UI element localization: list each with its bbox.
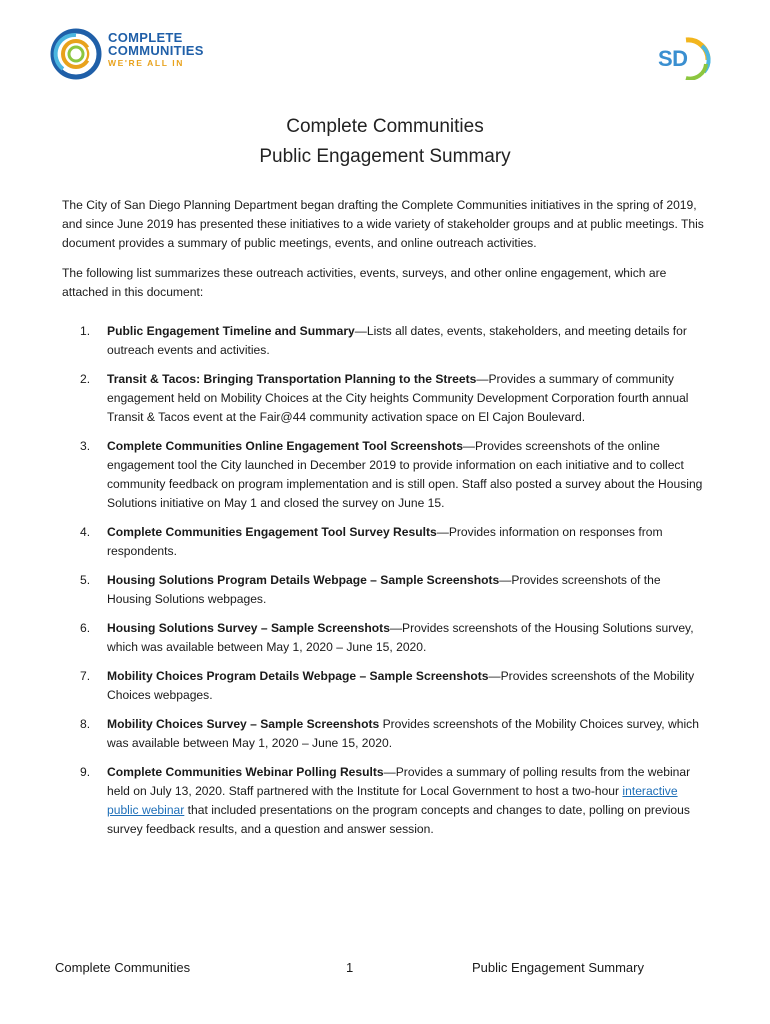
footer-right: Public Engagement Summary bbox=[472, 960, 644, 975]
list-intro-paragraph: The following list summarizes these outreach activities, events, surveys, and other online engagement, which are attached in this document: bbox=[62, 266, 667, 299]
complete-communities-logo bbox=[50, 24, 220, 84]
list-item-number: 1. bbox=[80, 324, 91, 338]
intro-paragraph: The City of San Diego Planning Department began drafting the Complete Communities initiatives in the spring of 2019, and since June 2019 has presented these initiatives to a wide variety of stakeholder groups and at public meetings. This document provides a summary of public meetings, events, and online outreach activities. bbox=[62, 198, 704, 250]
list-item-number: 3. bbox=[80, 439, 91, 453]
logo-line-1: COMPLETE bbox=[108, 30, 183, 45]
list-item bbox=[80, 322, 708, 360]
list-item-text: —Provides a summary of community engagement held on Mobility Choices at the City heights Community Development Corporation fourth annual Transit & Tacos event at the Fair@44 community activation space on El Cajon Boulevard. bbox=[107, 372, 689, 424]
list-item-label: Mobility Choices Program Details Webpage – Sample Screenshots bbox=[107, 669, 489, 683]
footer-page-number: 1 bbox=[346, 960, 354, 975]
footer-left: Complete Communities bbox=[55, 960, 191, 975]
attachments-list bbox=[80, 322, 708, 849]
list-item-number: 7. bbox=[80, 669, 91, 683]
list-item bbox=[80, 715, 708, 753]
list-item-label: Complete Communities Online Engagement Tool Screenshots bbox=[107, 439, 463, 453]
complete-communities-logo-icon bbox=[50, 24, 106, 84]
list-item bbox=[80, 437, 708, 513]
list-item bbox=[80, 571, 708, 609]
logo-line-2: COMMUNITIES bbox=[108, 43, 204, 58]
list-item-number: 8. bbox=[80, 717, 91, 731]
list-item-number: 9. bbox=[80, 765, 91, 779]
list-item-label: Complete Communities Engagement Tool Survey Results bbox=[107, 525, 437, 539]
title-line-2: Public Engagement Summary bbox=[259, 146, 511, 167]
sd-logo-text: SD bbox=[658, 46, 688, 71]
list-item-text: —Provides screenshots of the Mobility Choices webpages. bbox=[107, 669, 695, 702]
list-item-label: Public Engagement Timeline and Summary bbox=[107, 324, 355, 338]
list-item bbox=[80, 619, 708, 657]
list-item-text-before: —Provides a summary of polling results from the webinar held on July 13, 2020. Staff partnered with the Institute for Local Government to host a two-hour bbox=[107, 765, 691, 798]
list-item-number: 4. bbox=[80, 525, 91, 539]
list-item-label: Housing Solutions Survey – Sample Screenshots bbox=[107, 621, 390, 635]
list-item-text: —Provides screenshots of the Housing Solutions webpages. bbox=[107, 573, 661, 606]
list-item-text-after: that included presentations on the program concepts and changes to date, polling on previous survey feedback results, and a question and answer session. bbox=[107, 803, 690, 836]
list-item bbox=[80, 523, 708, 561]
title-line-1: Complete Communities bbox=[286, 116, 484, 137]
list-item-text: —Provides screenshots of the online engagement tool the City launched in December 2019 to provide information on each initiative and to collect community feedback on program implementation and is still open. Staff also posted a survey about the Housing Solutions initiative on May 1 and closed the survey on June 15. bbox=[107, 439, 703, 510]
list-item-label: Transit & Tacos: Bringing Transportation Planning to the Streets bbox=[107, 372, 477, 386]
interactive-webinar-link[interactable]: interactive public webinar bbox=[107, 784, 678, 817]
list-item-text: —Provides screenshots of the Housing Solutions survey, which was available between May 1, 2020 – June 15, 2020. bbox=[107, 621, 694, 654]
list-item bbox=[80, 763, 708, 839]
logo-tagline: WE'RE ALL IN bbox=[108, 58, 184, 68]
list-item-number: 6. bbox=[80, 621, 91, 635]
list-item-text: —Lists all dates, events, stakeholders, and meeting details for outreach events and activities. bbox=[107, 324, 687, 357]
document-title bbox=[0, 112, 770, 172]
list-item-text: —Provides information on responses from respondents. bbox=[107, 525, 663, 558]
list-item bbox=[80, 370, 708, 427]
list-item-text: Provides screenshots of the Mobility Choices survey, which was available between May 1, 2020 – June 15, 2020. bbox=[107, 717, 699, 750]
list-item-label: Complete Communities Webinar Polling Results bbox=[107, 765, 384, 779]
list-item-label: Mobility Choices Survey – Sample Screenshots bbox=[107, 717, 380, 731]
list-item-number: 5. bbox=[80, 573, 91, 587]
list-item bbox=[80, 667, 708, 705]
list-item-number: 2. bbox=[80, 372, 91, 386]
list-item-label: Housing Solutions Program Details Webpage – Sample Screenshots bbox=[107, 573, 500, 587]
sd-logo bbox=[656, 36, 718, 80]
